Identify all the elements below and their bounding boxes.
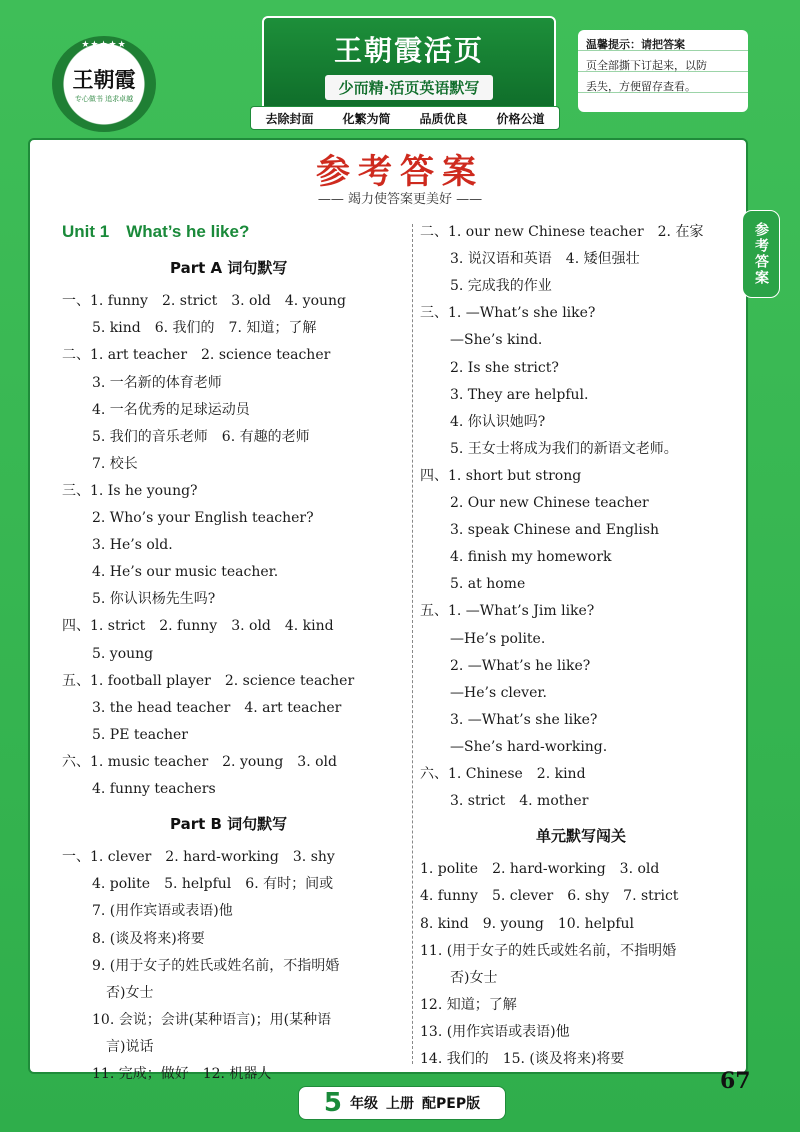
page-number: 67 bbox=[720, 1068, 751, 1094]
banner-title: 王朝霞活页 bbox=[333, 33, 484, 67]
publisher-logo bbox=[52, 36, 156, 132]
grade-number: 5 bbox=[323, 1088, 342, 1118]
answer-line: 10. 会说；会讲(某种语言)；用(某种语 bbox=[92, 1011, 332, 1028]
grade-badge bbox=[298, 1086, 506, 1120]
answer-line: 7. (用作宾语或表语)他 bbox=[92, 903, 233, 920]
answer-line: 12. 知道；了解 bbox=[420, 996, 517, 1013]
answer-line: 否)女士 bbox=[106, 984, 154, 1001]
answer-line: 3. He’s old. bbox=[92, 537, 173, 554]
answer-line: 3. speak Chinese and English bbox=[450, 522, 660, 539]
tip-line: 温馨提示：请把答案 bbox=[586, 38, 685, 51]
answer-line: 9. (用于女子的姓氏或姓名前，不指明婚 bbox=[92, 957, 340, 974]
answer-line: 13. (用作宾语或表语)他 bbox=[420, 1023, 570, 1040]
tip-line: 页全部撕下订起来，以防 bbox=[586, 59, 707, 72]
answer-line: 否)女士 bbox=[450, 969, 498, 986]
logo-subtext: 专心做书 追求卓越 bbox=[74, 95, 134, 103]
answer-line: 4. polite 5. helpful 6. 有时；间或 bbox=[92, 876, 334, 893]
answer-line: 14. 我们的 15. (谈及将来)将要 bbox=[420, 1051, 625, 1067]
answer-line: 2. Our new Chinese teacher bbox=[450, 495, 649, 511]
answer-line: 3. the head teacher 4. art teacher bbox=[92, 699, 342, 716]
term-label: 上册 bbox=[386, 1096, 414, 1112]
grade-label: 年级 bbox=[350, 1096, 378, 1112]
answer-line: 4. funny 5. clever 6. shy 7. strict bbox=[420, 888, 679, 905]
answer-line: 六、1. music teacher 2. young 3. old bbox=[62, 753, 337, 770]
answer-line: 三、1. —What’s she like? bbox=[420, 305, 596, 322]
answer-line: —He’s clever. bbox=[450, 684, 547, 701]
answer-line: 5. 完成我的作业 bbox=[450, 278, 552, 295]
slogan-item: 去除封面 bbox=[265, 111, 314, 126]
answer-line: 5. at home bbox=[450, 576, 526, 593]
page-subtitle: —— 竭力使答案更美好 —— bbox=[317, 192, 483, 207]
answer-line: 二、1. our new Chinese teacher 2. 在家 bbox=[420, 224, 704, 240]
answer-line: 3. 一名新的体育老师 bbox=[92, 374, 222, 391]
answer-line: —She’s kind. bbox=[450, 332, 543, 349]
answer-line: 4. finish my homework bbox=[450, 549, 612, 566]
section-heading: Part A 词句默写 bbox=[170, 259, 288, 278]
edition-label: 配PEP版 bbox=[422, 1096, 481, 1112]
answer-line: 11. (用于女子的姓氏或姓名前，不指明婚 bbox=[420, 942, 677, 959]
unit-heading: Unit 1 What’s he like? bbox=[62, 222, 250, 241]
slogan-item: 价格公道 bbox=[496, 111, 545, 126]
answer-line: 3. —What’s she like? bbox=[450, 711, 598, 728]
answer-line: 2. Who’s your English teacher? bbox=[92, 510, 314, 526]
answer-line: 4. funny teachers bbox=[92, 781, 216, 797]
answer-line: 三、1. Is he young? bbox=[62, 482, 198, 499]
answer-line: 1. polite 2. hard-working 3. old bbox=[420, 861, 660, 878]
answer-line: 5. 你认识杨先生吗? bbox=[92, 591, 216, 608]
answer-line: 7. 校长 bbox=[92, 455, 138, 472]
slogan-item: 化繁为简 bbox=[342, 111, 391, 126]
answer-line: 四、1. short but strong bbox=[420, 467, 582, 484]
tip-line: 丢失，方便留存查看。 bbox=[586, 80, 696, 93]
series-banner bbox=[262, 16, 556, 112]
column-divider bbox=[412, 224, 413, 1064]
answer-line: —She’s hard-working. bbox=[450, 738, 608, 755]
section-heading: 单元默写闯关 bbox=[536, 827, 627, 846]
answer-line: 4. 一名优秀的足球运动员 bbox=[92, 401, 250, 418]
answer-line: —He’s polite. bbox=[450, 630, 546, 647]
answer-line: 四、1. strict 2. funny 3. old 4. kind bbox=[62, 618, 334, 635]
answer-line: 3. strict 4. mother bbox=[450, 793, 589, 810]
side-tab-answers: 参考答案 bbox=[742, 210, 780, 298]
section-heading: Part B 词句默写 bbox=[170, 815, 288, 834]
answer-line: 一、1. clever 2. hard-working 3. shy bbox=[62, 849, 335, 866]
answer-line: 2. —What’s he like? bbox=[450, 657, 591, 674]
answer-line: 一、1. funny 2. strict 3. old 4. young bbox=[62, 293, 347, 310]
logo-text: 王朝霞 bbox=[72, 67, 136, 92]
answer-line: 5. kind 6. 我们的 7. 知道；了解 bbox=[92, 320, 317, 337]
answer-line: 言)说话 bbox=[106, 1038, 154, 1055]
answer-line: 六、1. Chinese 2. kind bbox=[420, 766, 586, 782]
slogan-bar bbox=[250, 106, 560, 130]
answer-line: 5. PE teacher bbox=[92, 726, 188, 743]
answer-line: 11. 完成；做好 12. 机器人 bbox=[92, 1066, 272, 1082]
answer-line: 2. Is she strict? bbox=[450, 359, 559, 376]
answer-line: 4. He’s our music teacher. bbox=[92, 564, 279, 581]
answer-line: 3. 说汉语和英语 4. 矮但强壮 bbox=[450, 251, 640, 268]
warm-tip-box bbox=[578, 30, 748, 112]
answer-line: 4. 你认识她吗? bbox=[450, 413, 546, 430]
answer-line: 5. young bbox=[92, 645, 154, 662]
page-title: 参考答案 bbox=[316, 152, 484, 192]
answer-line: 5. 王女士将成为我们的新语文老师。 bbox=[450, 440, 678, 457]
logo-stars-icon: ★★★★★ bbox=[81, 40, 127, 50]
slogan-item: 品质优良 bbox=[419, 111, 468, 126]
answer-line: 8. (谈及将来)将要 bbox=[92, 930, 205, 947]
answer-line: 五、1. —What’s Jim like? bbox=[420, 603, 595, 620]
answer-line: 二、1. art teacher 2. science teacher bbox=[62, 347, 331, 364]
answer-line: 8. kind 9. young 10. helpful bbox=[420, 915, 635, 932]
answer-line: 五、1. football player 2. science teacher bbox=[62, 672, 355, 689]
answer-line: 3. They are helpful. bbox=[450, 386, 589, 403]
answer-line: 5. 我们的音乐老师 6. 有趣的老师 bbox=[92, 428, 310, 445]
banner-subtitle: 少而精·活页英语默写 bbox=[325, 75, 494, 100]
